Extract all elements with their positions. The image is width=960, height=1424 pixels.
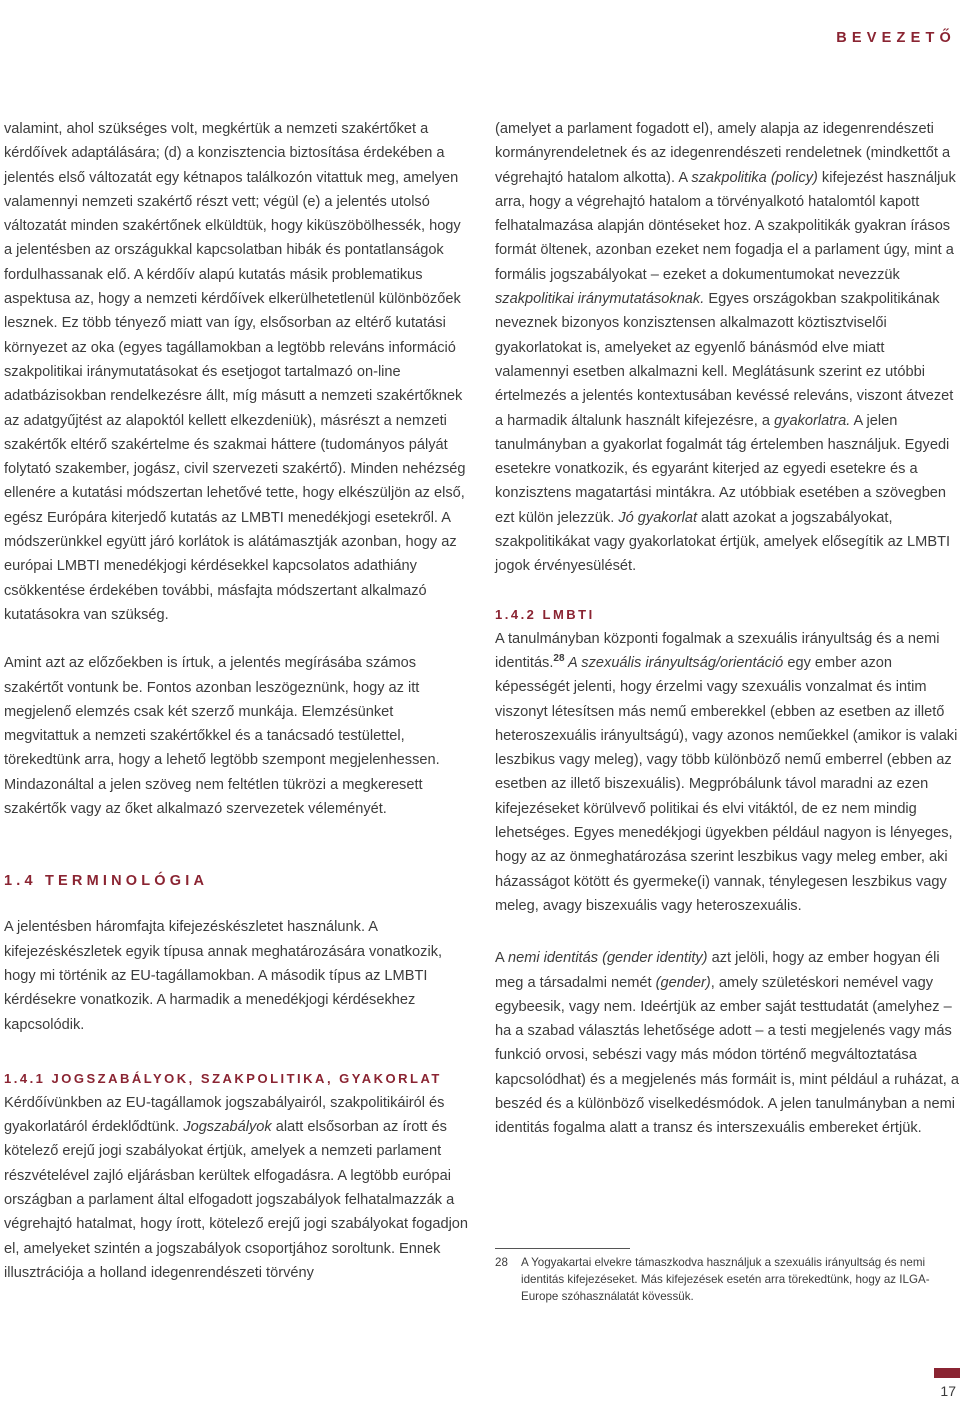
subsection-heading-jogszabalyok: 1.4.1 JOGSZABÁLYOK, SZAKPOLITIKA, GYAKORLAT — [4, 1070, 442, 1086]
paragraph: A jelentésben háromfajta kifejezéskészletet használunk. A kifejezéskészletek egyik típusa annak meghatározására vonatkozik, hogy mi történik az EU-tagállamokban. A második típus az LMBTI kérdésekre vonatkozik. A harmadik a menedékjogi kérdésekhez kapcsolódik. — [4, 919, 443, 1033]
subsection-heading-lmbti: 1.4.2 LMBTI — [495, 606, 595, 622]
footnote-text: A Yogyakartai elvekre támaszkodva használjuk a szexuális irányultság és nemi identitás kifejezéseket. Más kifejezések esetén arra törekedtünk, hogy az ILGA-Europe szóhasználatát kövessük. — [521, 1256, 930, 1303]
right-column — [495, 117, 960, 1141]
footnote-number: 28 — [495, 1256, 508, 1269]
paragraph: (amelyet a parlament fogadott el), amely alapja az idegenrendészeti kormányrendeletnek és az idegenrendészeti rendeletnek (mindkettőt a végrehajtó hatalom alkotta). A szakpolitika (policy) kifejezést használjuk arra, hogy a végrehajtó hatalom a törvényalkotó hatalomtól kapott felhatalmazása alapján döntéseket hoz. A szakpolitikák gyakran írásos formát öltenek, azonban ezeket nem fogadja el a parlament úgy, mint a formális jogszabályokat – ezeket a dokumentumokat nevezzük szakpolitikai iránymutatásoknak. Egyes országokban szakpolitikának neveznek bizonyos konzisztensen alkalmazott köztisztviselői gyakorlatokat is, amelyeket az egyenlő bánásmód elve miatt valamennyi esetben alkalmazni kell. Meglátásunk szerint ez utóbbi értelmezés a jelentés kontextusában kevéssé releváns, viszont átvezet a harmadik általunk használt kifejezésre, a gyakorlatra. A jelen tanulmányban a gyakorlat fogalmát tág értelemben használjuk. Egyedi esetekre vonatkozik, és egyaránt kiterjed az egyedi esetekre és a konzisztens magatartási mintákra. Az utóbbiak esetében a szövegben ezt külön jelezzük. Jó gyakorlat alatt azokat a jogszabályokat, szakpolitikákat vagy gyakorlatokat értjük, amelyek elősegítik az LMBTI jogok érvényesülését. — [495, 121, 956, 575]
paragraph: valamint, ahol szükséges volt, megkértük a nemzeti szakértőket a kérdőívek adaptálására; (d) a konzisztencia biztosítása érdekében a jelentés első változatát egy kétnapos találkozón vitattuk meg, amelyen valamennyi nemzeti szakértő részt vett; végül (e) a jelentés utolsó változatát minden szakértőnek elküldtük, hogy kiküszöbölhessék, hogy a jelentésben az országukkal kapcsolatban hibák és pontatlanságok fordulhassanak elő. A kérdőív alapú kutatás másik problematikus aspektusa az, hogy a nemzeti kérdőívek elkerülhetetlenül különbözőek lesznek. Ez több tényező miatt van így, elsősorban az eltérő kutatási környezet az oka (egyes tagállamokban a legtöbb releváns információ szakpolitikai iránymutatásokat és esetjogot tartalmazó on-line adatbázisokban rendelkezésre állt, míg másutt a nemzeti szakértőknek az adatgyűjtést az alapoktól kellett elkezdeniük), másrészt a nemzeti szakértők eltérő szakértelme és szakmai háttere (tudományos pályát folytató szakember, jogász, civil szervezeti szakértő). Minden nehézség ellenére a kutatási módszertan lehetővé tette, hogy elkészüljön az első, egész Európára kiterjedő kutatás az LMBTI menedékjogi esetekről. A módszerünkkel együtt járó korlátok is alátámasztják azonban, hogy az európai LMBTI menedékjogi kérdésekkel kapcsolatos adathiány csökkentése érdekében további, másfajta módszertant alkalmazó kutatásokra van szükség. — [4, 121, 466, 623]
paragraph: Kérdőívünkben az EU-tagállamok jogszabályairól, szakpolitikáiról és gyakorlatáról érdeklődtünk. Jogszabályok alatt elsősorban az írott és kötelező erejű jogi szabályokat értjük, amelyek a nemzeti parlament részvételével zajló eljárásban kerültek elfogadásra. A legtöbb európai országban a parlament által elfogadott jogszabályok felhatalmazzák a végrehajtó hatalmat, hogy írott, kötelező erejű jogi szabályokat fogadjon el, amelyeket szintén a jogszabályok csoportjához soroltunk. Ennek illusztrációja a holland idegenrendészeti törvény — [4, 1094, 469, 1281]
page-number: 17 — [940, 1383, 956, 1399]
footnote — [495, 1254, 960, 1305]
section-header: BEVEZETŐ — [836, 30, 956, 46]
footnote-reference[interactable]: 28 — [553, 653, 565, 665]
footnote-divider — [495, 1248, 630, 1249]
paragraph: Amint azt az előzőekben is írtuk, a jelentés megírásába számos szakértőt vontunk be. Fontos azonban leszögeznünk, hogy az itt megjelenő elemzés csak két szerző munkája. Elemzésünket megvitattuk a nemzeti szakértőkkel és a tanácsadó testülettel, törekedtünk arra, hogy a lehető legtöbb szempont megjelenhessen. Mindazonáltal a jelen szöveg nem feltétlen tükrözi a megkeresett szakértők vagy az őket alkalmazó szervezetek véleményét. — [4, 655, 440, 818]
left-column — [4, 117, 469, 1285]
section-heading-terminologia: 1.4 TERMINOLÓGIA — [4, 873, 209, 890]
paragraph: A nemi identitás (gender identity) azt jelöli, hogy az ember hogyan éli meg a társadalmi nemét (gender), amely születéskori nemével vagy egybeesik, vagy nem. Ideértjük az ember saját testtudatát (amelyhez – ha a szabad választás lehetősége adott – a testi megjelenés vagy más funkció orvosi, sebészi vagy más módon történő megváltoztatása kapcsolódhat) és a megjelenés más formáit is, mint például a ruházat, a beszéd és a különböző viselkedésmódok. A jelen tanulmányban a nemi identitás fogalma alatt a transz és interszexuális embereket értjük. — [495, 950, 959, 1137]
paragraph: A tanulmányban központi fogalmak a szexuális irányultság és a nemi identitás.$^{28}$ A szexuális irányultság/orientáció egy ember azon képességét jelenti, hogy érzelmi vagy szexuális vonzalmat és intim viszonyt létesítsen más nemű emberekkel (ebben az esetben az illető heteroszexuális irányultságú), vagy azonos neműekkel (amikor is valaki leszbikus vagy meleg), vagy több különböző nemű emberrel (ebben az esetben az illető biszexuális). Megpróbálunk távol maradni az ezen kifejezéseket körülvevő politikai és elvi vitáktól, de ez nem mindig lehetséges. Egyes menedékjogi ügyekben például nagyon is lényeges, hogy az az önmeghatározása szerint leszbikus vagy meleg ember, aki házasságot kötött és gyermeke(i) vannak, ténylegesen leszbikus vagy meleg, avagy biszexuális vagy heteroszexuális. — [495, 630, 958, 914]
page-marker — [934, 1368, 960, 1378]
